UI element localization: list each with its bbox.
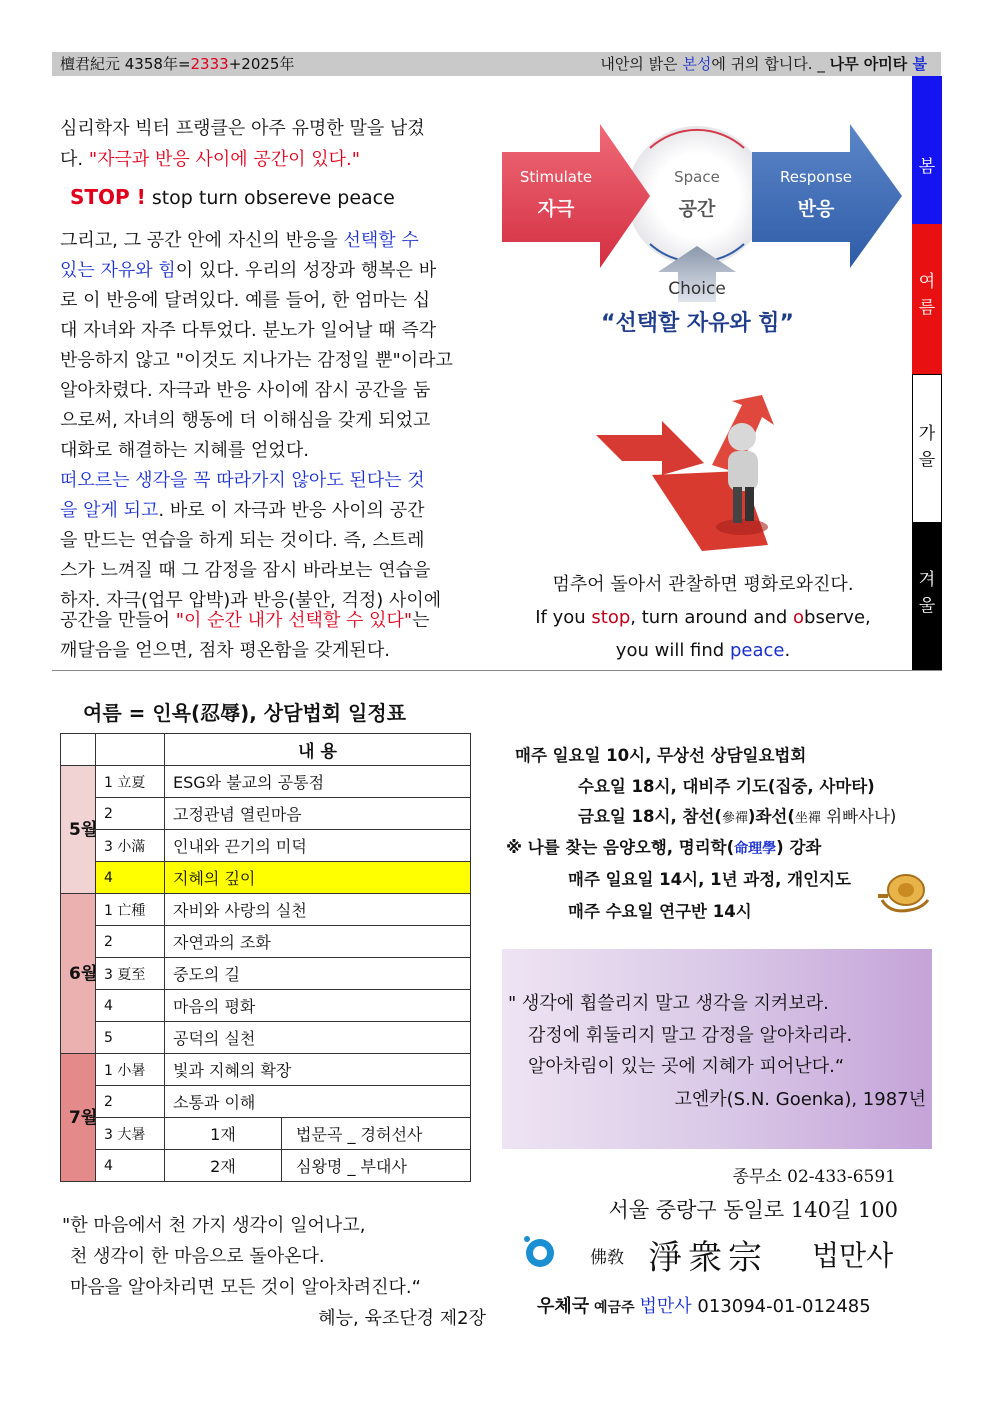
season-tab-summer <box>912 224 942 374</box>
caption-en-peace: peace <box>729 640 785 661</box>
arrow-left <box>596 421 704 475</box>
content-cell: 1재 <box>165 1118 282 1150</box>
goenka-quote-box <box>502 949 932 1149</box>
article-body-segment: 하자. 자극(업무 압박)과 반응(불안, 걱정) 사이에 <box>60 590 442 611</box>
article-body-segment: 선택할 수 <box>343 230 419 251</box>
season-label-winter: 겨울 <box>918 570 936 616</box>
article-line-1: 심리학자 빅터 프랭클은 아주 유명한 말을 남겼 <box>60 118 425 139</box>
article-body-segment: 있는 자유와 힘 <box>60 260 176 281</box>
caption-en-part-5: . <box>784 640 791 661</box>
article-body-line <box>60 316 436 346</box>
article-body-line <box>60 226 419 256</box>
stop-rest: stop turn obsereve peace <box>145 187 395 209</box>
week-cell: 2 <box>96 926 165 958</box>
weekly-line-1: 매주 일요일 10시, 무상선 상담일요법회 <box>515 746 807 765</box>
bank-owner-label: 예금주 <box>589 1300 640 1316</box>
schedule-row <box>61 798 471 830</box>
article-body-segment: . 바로 이 자극과 반응 사이의 공간 <box>158 500 425 521</box>
article-body-line <box>60 256 436 286</box>
article-line-3 <box>70 182 395 213</box>
figure-head <box>728 423 756 451</box>
content-cell: ESG와 불교의 공통점 <box>165 766 471 798</box>
week-cell: 1 亡種 <box>96 894 165 926</box>
season-label-summer: 여름 <box>918 272 936 318</box>
article-body-line <box>60 466 425 496</box>
weekly-hanja-myeongri: 命理學 <box>734 841 777 857</box>
week-cell: 4 <box>96 862 165 894</box>
weekly-line-4-b: ) 강좌 <box>776 838 822 857</box>
caption-en-part-3: bserve, <box>804 607 871 628</box>
schedule-row <box>61 1022 471 1054</box>
article-line-final: 깨달음을 얻으면, 점차 평온함을 갖게된다. <box>60 640 390 661</box>
content-cell: 마음의 평화 <box>165 990 471 1022</box>
temple-bell-icon <box>876 870 932 916</box>
article-body-line <box>60 526 424 556</box>
article-body-line <box>60 496 425 526</box>
content-cell: 2재 <box>165 1150 282 1182</box>
crossroads-graphic <box>592 395 792 553</box>
article-body-segment: 으로써, 자녀의 행동에 더 이해심을 갖게 되었고 <box>60 410 431 431</box>
illustration-caption <box>508 568 898 667</box>
month-cell <box>61 1054 96 1182</box>
section-divider <box>52 670 942 671</box>
goenka-quote-line-2: 감정에 휘둘리지 말고 감정을 알아차리라. <box>528 1025 853 1046</box>
weekly-line-4-a: ※ 나를 찾는 음양오행, 명리학( <box>506 838 735 857</box>
month-label: 5월 <box>69 819 98 840</box>
content-cell: 자연과의 조화 <box>165 926 471 958</box>
article-body-segment: 로 이 반응에 달려있다. 예를 들어, 한 엄마는 십 <box>60 290 431 311</box>
week-cell: 1 立夏 <box>96 766 165 798</box>
choice-label-en: Choice <box>668 279 726 299</box>
weekly-line-3 <box>578 803 896 827</box>
schedule-row <box>61 766 471 798</box>
article-body-segment: 을 알게 되고 <box>60 500 159 521</box>
article-line-last <box>60 606 430 636</box>
schedule-header-content: 내 용 <box>165 734 471 766</box>
schedule-row <box>61 958 471 990</box>
article-body-segment: 떠오르는 생각을 꼭 따라가지 않아도 된다는 것 <box>60 470 425 491</box>
hyeneung-quote-line-3: 마음을 알아차리면 모든 것이 알아차려진다.“ <box>70 1277 421 1298</box>
logo-inner <box>533 1246 547 1260</box>
article-body-line <box>60 286 430 316</box>
bank-name: 우체국 <box>537 1296 590 1317</box>
bank-account-number: 013094-01-012485 <box>691 1296 871 1317</box>
logo-graphic <box>520 1232 558 1270</box>
article-line-last-red: "이 순간 내가 선택할 수 있다" <box>175 610 413 631</box>
caption-en-part-1: If you <box>535 607 592 628</box>
article-quote-frankl: "자극과 반응 사이에 공간이 있다." <box>88 149 361 170</box>
week-cell: 4 <box>96 1150 165 1182</box>
header-cell-week <box>96 734 165 766</box>
article-line-last-b: 는 <box>412 610 430 631</box>
caption-en-part-2: , turn around and <box>630 607 794 628</box>
season-tab-winter <box>912 522 942 670</box>
stimulate-label-en: Stimulate <box>519 168 593 186</box>
content-detail-cell: 심왕명 _ 부대사 <box>282 1150 471 1182</box>
hyeneung-quote-line-2: 천 생각이 한 마음으로 돌아온다. <box>70 1246 325 1267</box>
month-label: 6월 <box>69 963 98 984</box>
header-motto-end: 불 <box>912 55 927 73</box>
article-body-segment: 대화로 해결하는 지혜를 얻었다. <box>60 440 309 461</box>
article-body-segment: 그리고, 그 공간 안에 자신의 반응을 <box>60 230 344 251</box>
weekly-hanja-chamseon: 參禪 <box>721 811 748 826</box>
caption-en-part-4: you will find <box>615 640 730 661</box>
figure-body <box>728 451 758 491</box>
schedule-row <box>61 1054 471 1086</box>
month-cell <box>61 894 96 1054</box>
article-body-line <box>60 406 430 436</box>
figure-leg-left <box>733 487 742 523</box>
schedule-row <box>61 1150 471 1182</box>
content-detail-cell: 법문곡 _ 경허선사 <box>282 1118 471 1150</box>
crossroads-illustration <box>592 395 792 553</box>
weekly-line-3-b: )좌선( <box>747 807 795 826</box>
content-cell: 자비와 사랑의 실천 <box>165 894 471 926</box>
week-cell: 2 <box>96 1086 165 1118</box>
bank-info <box>537 1292 871 1318</box>
content-cell: 인내와 끈기의 미덕 <box>165 830 471 862</box>
org-name: 법만사 <box>812 1239 894 1272</box>
article-body-segment: 대 자녀와 자주 다투었다. 분노가 일어날 때 즉각 <box>60 320 437 341</box>
content-cell: 중도의 길 <box>165 958 471 990</box>
header-motto-prefix: 내안의 밝은 <box>600 55 683 73</box>
diagram-caption: “선택할 자유와 힘” <box>600 311 794 336</box>
space-label-en: Space <box>674 168 720 186</box>
hyeneung-quote-line-1: "한 마음에서 천 가지 생각이 일어나고, <box>62 1215 366 1236</box>
schedule-table <box>60 733 471 1182</box>
org-small-label: 佛敎 <box>590 1248 624 1268</box>
content-cell: 지혜의 깊이 <box>165 862 471 894</box>
weekly-line-6: 매주 수요일 연구반 14시 <box>568 902 752 921</box>
schedule-row <box>61 1086 471 1118</box>
week-cell: 3 小滿 <box>96 830 165 862</box>
schedule-row <box>61 830 471 862</box>
schedule-row <box>61 990 471 1022</box>
month-cell <box>61 766 96 894</box>
content-cell: 공덕의 실천 <box>165 1022 471 1054</box>
article-body-segment: 스가 느껴질 때 그 감정을 잠시 바라보는 연습을 <box>60 560 431 581</box>
response-label-ko: 반응 <box>797 198 835 220</box>
article-line-2 <box>60 145 360 175</box>
schedule-title: 여름 = 인욕(忍辱), 상담법회 일정표 <box>83 701 407 725</box>
bell-mallet <box>878 894 888 898</box>
stop-label: STOP ! <box>70 185 146 209</box>
weekly-line-3-a: 금요일 18시, 참선( <box>578 807 722 826</box>
week-cell: 3 大暑 <box>96 1118 165 1150</box>
article-body-segment: 을 만드는 연습을 하게 되는 것이다. 즉, 스트레 <box>60 530 425 551</box>
bell-center <box>898 883 914 897</box>
article-body-line <box>60 346 453 376</box>
header-motto-bold: 나무 아미타 <box>829 55 913 73</box>
header-date-prefix: 檀君紀元 4358年= <box>60 55 191 73</box>
season-tab-autumn <box>912 374 942 524</box>
temple-logo-icon <box>520 1232 558 1270</box>
article-body-segment: 이 있다. 우리의 성장과 행복은 바 <box>175 260 437 281</box>
header-motto <box>600 52 927 76</box>
header-cell-month <box>61 734 96 766</box>
content-cell: 소통과 이해 <box>165 1086 471 1118</box>
week-cell: 4 <box>96 990 165 1022</box>
article-body-line <box>60 556 430 586</box>
schedule-row <box>61 926 471 958</box>
weekly-hanja-jwaseon: 坐禪 <box>794 811 821 826</box>
schedule-header-row <box>61 734 471 766</box>
illustration-caption-en-1 <box>508 601 898 634</box>
stimulus-response-diagram <box>500 104 905 344</box>
article-line-last-a: 공간을 만들어 <box>60 610 176 631</box>
weekly-line-3-c: 위빠사나) <box>820 807 897 826</box>
goenka-quote-author: 고엔카(S.N. Goenka), 1987년 <box>674 1089 926 1110</box>
content-cell: 빛과 지혜의 확장 <box>165 1054 471 1086</box>
illustration-caption-en-2 <box>508 634 898 667</box>
month-label: 7월 <box>69 1107 98 1128</box>
space-label-ko: 공간 <box>678 198 716 220</box>
weekly-line-2: 수요일 18시, 대비주 기도(집중, 사마타) <box>578 777 875 796</box>
article-body-line <box>60 436 309 466</box>
caption-en-o: o <box>793 607 805 628</box>
week-cell: 5 <box>96 1022 165 1054</box>
caption-en-stop: stop <box>591 607 631 628</box>
article-body-segment: 반응하지 않고 "이것도 지나가는 감정일 뿐"이라고 <box>60 350 453 371</box>
week-cell: 3 夏至 <box>96 958 165 990</box>
goenka-quote-line-1: " 생각에 휩쓸리지 말고 생각을 지켜보라. <box>508 993 829 1014</box>
header-date-suffix: +2025年 <box>228 55 295 73</box>
season-label-spring: 봄 <box>918 157 936 177</box>
header-bar <box>52 52 941 76</box>
article-body-segment: 알아차렸다. 자극과 반응 사이에 잠시 공간을 둠 <box>60 380 431 401</box>
bank-owner: 법만사 <box>639 1296 692 1317</box>
office-phone: 종무소 02-433-6591 <box>732 1167 896 1187</box>
logo-dot <box>524 1236 530 1242</box>
article-line-2-text: 다. <box>60 149 89 170</box>
weekly-line-4 <box>506 834 821 858</box>
header-date-highlight: 2333 <box>190 55 229 73</box>
hyeneung-quote-source: 혜능, 육조단경 제2장 <box>318 1308 486 1329</box>
article-body-line <box>60 376 430 406</box>
content-cell: 고정관념 열린마음 <box>165 798 471 830</box>
schedule-row <box>61 1118 471 1150</box>
header-date <box>60 52 294 76</box>
schedule-row <box>61 894 471 926</box>
temple-address: 서울 중랑구 동일로 140길 100 <box>608 1198 898 1222</box>
hyeneung-quote <box>62 1210 492 1334</box>
season-tab-spring <box>912 76 942 224</box>
illustration-caption-ko: 멈추어 돌아서 관찰하면 평화로와진다. <box>552 574 854 595</box>
figure-leg-right <box>745 487 754 521</box>
weekly-line-5: 매주 일요일 14시, 1년 과정, 개인지도 <box>568 870 851 889</box>
response-label-en: Response <box>779 168 853 186</box>
header-motto-highlight: 본성 <box>682 55 712 73</box>
week-cell: 1 小暑 <box>96 1054 165 1086</box>
org-hanja: 淨衆宗 <box>648 1238 768 1278</box>
season-label-autumn: 가을 <box>918 424 936 470</box>
goenka-quote-line-3: 알아차림이 있는 곳에 지혜가 피어난다.“ <box>528 1056 845 1077</box>
stimulate-label-ko: 자극 <box>537 198 575 220</box>
week-cell: 2 <box>96 798 165 830</box>
header-motto-middle: 에 귀의 합니다. _ <box>711 55 830 73</box>
article <box>60 114 475 674</box>
schedule-row <box>61 862 471 894</box>
bell-graphic <box>876 870 932 916</box>
